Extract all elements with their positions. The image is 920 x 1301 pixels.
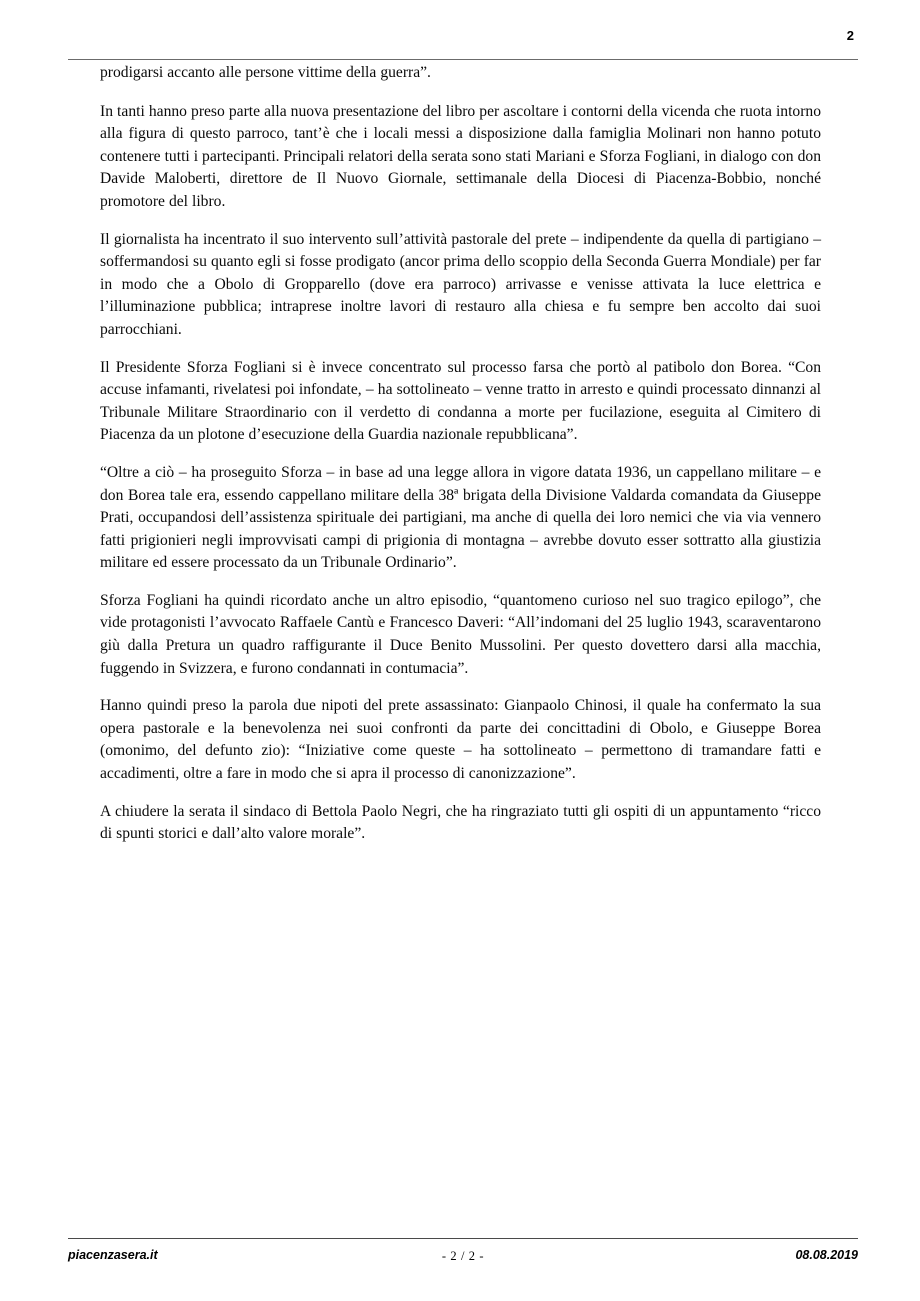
paragraph: Sforza Fogliani ha quindi ricordato anche un altro episodio, “quantomeno curioso nel suo tragico epilogo”, che vide protagonisti l’avvocato Raffaele Cantù e Francesco Daveri: “All’indomani del 25 luglio 1943, scaraventarono giù dalla Pretura un quadro raffigurante il Duce Benito Mussolini. Per questo dovettero darsi alla macchia, fuggendo in Svizzera, e furono condannati in contumacia”. — [100, 591, 821, 677]
paragraph: In tanti hanno preso parte alla nuova presentazione del libro per ascoltare i contorni della vicenda che ruota intorno alla figura di questo parroco, tant’è che i locali messi a disposizione dalla famiglia Molinari non hanno potuto contenere tutti i partecipanti. Principali relatori della serata sono stati Mariani e Sforza Fogliani, in dialogo con don Davide Maloberti, direttore de Il Nuovo Giornale, settimanale della Diocesi di Piacenza-Bobbio, nonché promotore del libro. — [100, 102, 821, 210]
paragraph: Il giornalista ha incentrato il suo intervento sull’attività pastorale del prete – indipendente da quella di partigiano – soffermandosi su quanto egli si fosse prodigato (ancor prima dello scoppio della Seconda Guerra Mondiale) per far in modo che a Obolo di Gropparello (dove era parroco) arrivasse e venisse attivata la luce elettrica e l’illuminazione pubblica; intraprese inoltre lavori di restauro alla chiesa e fu sempre ben accolto dai suoi parrocchiani. — [100, 230, 821, 338]
footer-row — [68, 1246, 858, 1268]
paragraph: Hanno quindi preso la parola due nipoti del prete assassinato: Gianpaolo Chinosi, il quale ha confermato la sua opera pastorale e la benevolenza nei suoi confronti da parte dei concittadini di Obolo, e Giuseppe Borea (omonimo, del defunto zio): “Iniziative come queste – ha sottolineato – permettono di tramandare fatti e accadimenti, oltre a fare in modo che si apra il processo di canonizzazione”. — [100, 697, 821, 783]
footer-date-label: 08.08.2019 — [795, 1248, 858, 1262]
document-body — [100, 62, 821, 846]
footer-page-indicator: - 2 / 2 - — [441, 1249, 485, 1263]
paragraph: “Oltre a ciò – ha proseguito Sforza – in base ad una legge allora in vigore datata 1936, un cappellano militare – e don Borea tale era, essendo cappellano militare della 38ª brigata della Divisione Valdarda comandata da Giuseppe Prati, occupandosi dell’assistenza spirituale dei partigiani, ma anche di quella dei loro nemici che via via vennero fatti prigionieri negli improvvisati campi di prigionia di montagna – avrebbe dovuto esser sottratto alla giustizia militare ed essere processato da un Tribunale Ordinario”. — [100, 463, 821, 572]
paragraph: Il Presidente Sforza Fogliani si è invece concentrato sul processo farsa che portò al patibolo don Borea. “Con accuse infamanti, rivelatesi poi infondate, – ha sottolineato – venne tratto in arresto e quindi processato dinnanzi al Tribunale Militare Straordinario con il verdetto di condanna a morte per fucilazione, eseguita al Cimitero di Piacenza da un plotone d’esecuzione della Guardia nazionale repubblicana”. — [100, 358, 821, 444]
paragraph: prodigarsi accanto alle persone vittime della guerra”. — [100, 64, 431, 81]
page-header — [68, 28, 858, 62]
paragraph: A chiudere la serata il sindaco di Bettola Paolo Negri, che ha ringraziato tutti gli ospiti di un appuntamento “ricco di spunti storici e dall’alto valore morale”. — [100, 802, 821, 843]
footer-source-label: piacenzasera.it — [68, 1248, 158, 1262]
footer-divider — [68, 1238, 858, 1239]
header-divider — [68, 59, 858, 60]
page-footer — [68, 1238, 858, 1278]
header-page-number: 2 — [846, 28, 854, 43]
